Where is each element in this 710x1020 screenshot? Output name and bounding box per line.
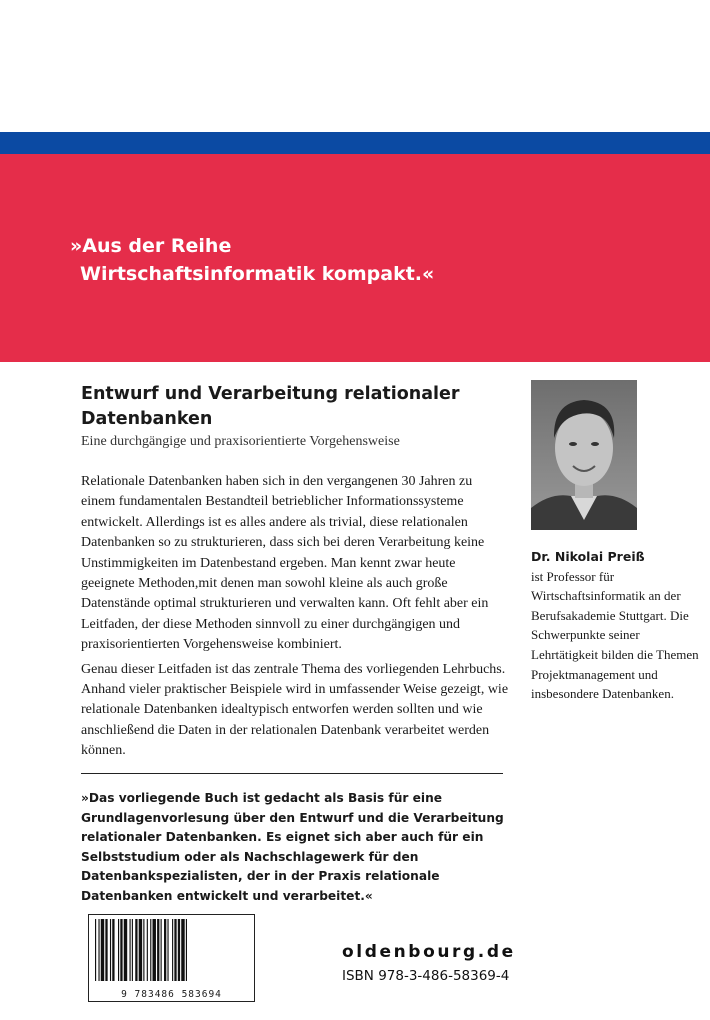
book-title-line-1: Entwurf und Verarbeitung relationaler bbox=[81, 384, 460, 404]
barcode bbox=[88, 914, 255, 1002]
series-line-2: Wirtschaftsinformatik kompakt.« bbox=[80, 263, 435, 285]
publisher-url[interactable]: oldenbourg.de bbox=[342, 942, 516, 962]
author-info bbox=[531, 547, 706, 704]
series-line-1: »Aus der Reihe bbox=[70, 235, 232, 257]
review-quote: »Das vorliegende Buch ist gedacht als Basis für eine Grundlagenvorlesung über den Entwurf und die Verarbeitung relationaler Datenbanken. Es eignet sich aber auch für ein Selbststudium oder als Nachschlagewerk für den Datenbankspezialisten, der in der Praxis relationale Datenbanken entwickelt und verarbeitet.« bbox=[81, 791, 504, 903]
isbn: ISBN 978-3-486-58369-4 bbox=[342, 968, 510, 984]
book-subtitle: Eine durchgängige und praxisorientierte Vorgehensweise bbox=[81, 434, 400, 449]
barcode-bars-icon bbox=[89, 915, 254, 985]
divider bbox=[81, 773, 503, 774]
barcode-number: 9 783486 583694 bbox=[121, 989, 222, 1000]
author-photo bbox=[531, 380, 637, 530]
author-bio: ist Professor für Wirtschaftsinformatik an der Berufsakademie Stuttgart. Die Schwerpunkte seiner Lehrtätigkeit bilden die Themen Projektmanagement und insbesondere Datenbanken. bbox=[531, 568, 699, 702]
book-title-line-2: Datenbanken bbox=[81, 409, 213, 429]
author-name: Dr. Nikolai Preiß bbox=[531, 549, 645, 564]
book-title bbox=[81, 382, 511, 432]
series-label bbox=[70, 232, 434, 288]
description-paragraph-2: Genau dieser Leitfaden ist das zentrale Thema des vorliegenden Lehrbuchs. Anhand vieler praktischer Beispiele wird in umfassender Weise gezeigt, wie relationale Datenbanken idealtypisch entworfen werden sollten und wie anschließend die Daten in der relationalen Datenbank verarbeitet werden können. bbox=[81, 661, 509, 759]
blue-band bbox=[0, 132, 710, 154]
description bbox=[81, 472, 509, 766]
description-paragraph-1: Relationale Datenbanken haben sich in den vergangenen 30 Jahren zu einem fundamentalen Bestandteil betrieblicher Informationssysteme entwickelt. Allerdings ist es alles andere als trivial, diese relationalen Datenbanken so zu strukturieren, dass sich bei deren Verarbeitung keine Unstimmigkeiten im Datenbestand ergeben. Man kennt zwar heute geeignete Methoden,mit denen man sowohl kleine als auch große Datenstände optimal strukturieren und verwalten kann. Oft fehlt aber ein Leitfaden, der diese Methoden sinnvoll zu einer durchgängigen und praxisorientierten Vorgehensweise kombiniert. bbox=[81, 474, 489, 653]
